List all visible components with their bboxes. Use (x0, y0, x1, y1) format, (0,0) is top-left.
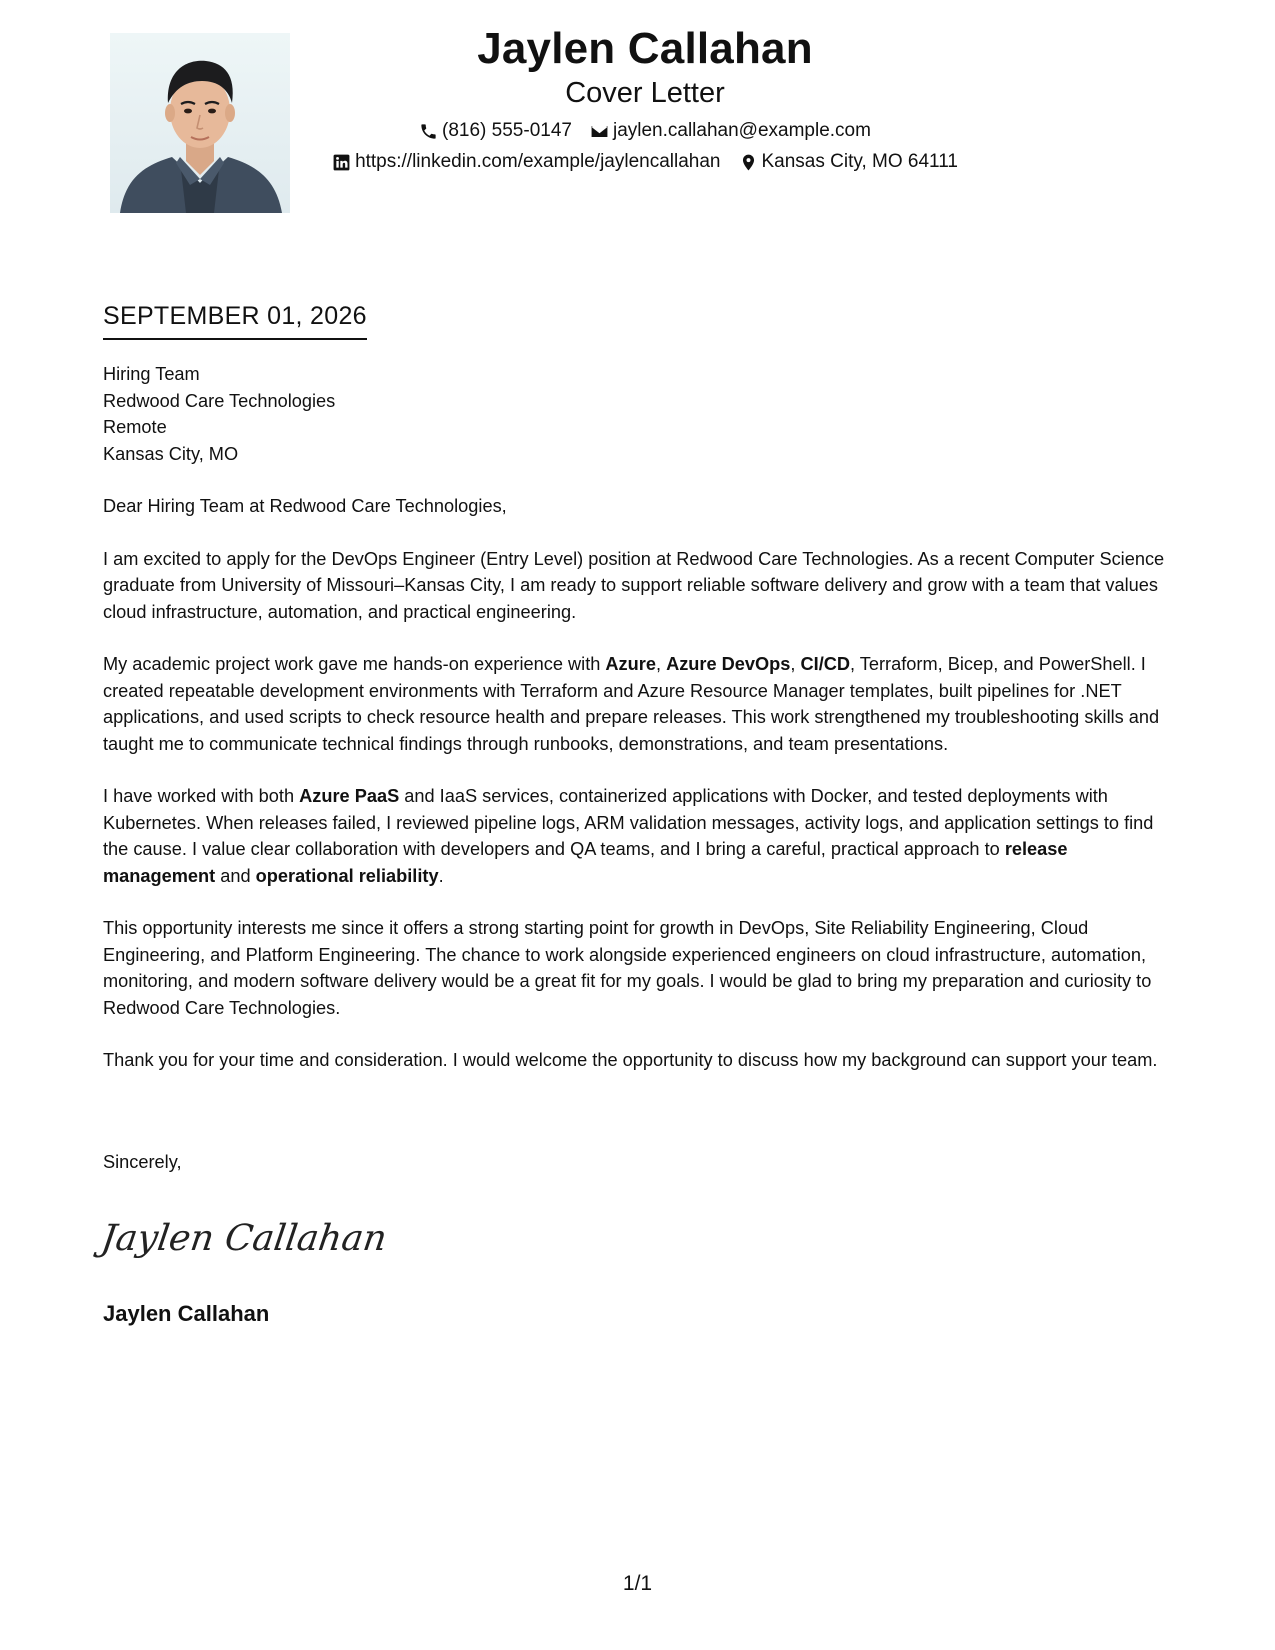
text-run: , (655, 654, 667, 674)
bold-run: release management (103, 839, 1068, 886)
letter-date: SEPTEMBER 01, 2026 (103, 300, 367, 340)
bold-run: CI/CD (800, 654, 851, 674)
recipient-line: Kansas City, MO (103, 443, 239, 464)
signer-name: Jaylen Callahan (103, 1301, 270, 1326)
text-run: . (438, 865, 444, 886)
handwritten-signature (98, 1200, 390, 1270)
location-contact (739, 150, 958, 174)
map-pin-icon (739, 153, 758, 172)
bold-run: Azure PaaS (299, 786, 400, 806)
phone-contact[interactable] (419, 119, 572, 143)
location-text: Kansas City, MO 64111 (761, 151, 958, 172)
profile-photo (110, 33, 290, 213)
text-run: and IaaS services, containerized applications with Docker, and tested deployments with Kubernetes. When releases failed, I reviewed pipeline logs, ARM validation messages, activity logs, and application settings to find the cause. I value clear collaboration with developers and QA teams, and I bring a careful, practical approach to (103, 786, 1154, 859)
phone-icon (419, 122, 438, 141)
bold-run: Azure (605, 654, 656, 674)
contact-row-2 (290, 150, 1000, 174)
paragraph-intro: I am excited to apply for the DevOps Engineer (Entry Level) position at Redwood Care Technologies. As a recent Computer Science graduate from University of Missouri–Kansas City, I am ready to support reliable software delivery and grow with a team that values cloud infrastructure, automation, and practical engineering. (103, 548, 1165, 622)
recipient-line: Hiring Team (103, 364, 200, 384)
text-run: , Terraform, Bicep, and PowerShell. I created repeatable development environments with Terraform and Azure Resource Manager templates, built pipelines for .NET applications, and used scripts to check resource health and prepare releases. This work strengthened my troubleshooting skills and taught me to communicate technical findings through runbooks, demonstrations, and team presentations. (103, 654, 1160, 754)
candidate-name: Jaylen Callahan (477, 24, 813, 73)
document-subtitle: Cover Letter (565, 77, 725, 109)
email-text: jaylen.callahan@example.com (612, 120, 871, 141)
email-contact[interactable] (590, 119, 871, 143)
avatar (110, 33, 290, 213)
linkedin-contact[interactable] (332, 150, 720, 174)
envelope-icon (590, 122, 609, 141)
text-run: I have worked with both (103, 786, 300, 806)
closing: Sincerely, (103, 1152, 182, 1172)
contact-row-1 (290, 119, 1000, 143)
paragraph-experience (103, 651, 1178, 757)
salutation: Dear Hiring Team at Redwood Care Technologies, (103, 496, 507, 516)
linkedin-icon (332, 153, 351, 172)
text-run: , (790, 654, 801, 674)
text-run: and (215, 865, 256, 886)
header (290, 22, 1000, 174)
paragraph-motivation: This opportunity interests me since it offers a strong starting point for growth in DevOps, Site Reliability Engineering, Cloud Engineering, and Platform Engineering. The chance to work alongside experienced engineers on cloud infrastructure, automation, monitoring, and modern software delivery would be a great fit for my goals. I would be glad to bring my preparation and curiosity to Redwood Care Technologies. (103, 918, 1152, 1018)
paragraph-thanks: Thank you for your time and consideration. I would welcome the opportunity to discuss how my background can support your team. (103, 1050, 1158, 1070)
recipient-line: Remote (103, 417, 167, 437)
signature-glyphs: Jaylen Callahan (98, 1216, 390, 1259)
bold-run: operational reliability (255, 865, 439, 886)
recipient-line: Redwood Care Technologies (103, 390, 336, 411)
page-number: 1/1 (622, 1572, 653, 1595)
recipient-block (103, 361, 1178, 467)
paragraph-skills (103, 783, 1178, 889)
text-run: My academic project work gave me hands-on experience with (103, 654, 606, 674)
letter-body (103, 361, 1178, 1074)
linkedin-text: https://linkedin.com/example/jaylencallahan (355, 151, 721, 172)
bold-run: Azure DevOps (666, 654, 791, 674)
phone-text: (816) 555-0147 (442, 120, 572, 141)
